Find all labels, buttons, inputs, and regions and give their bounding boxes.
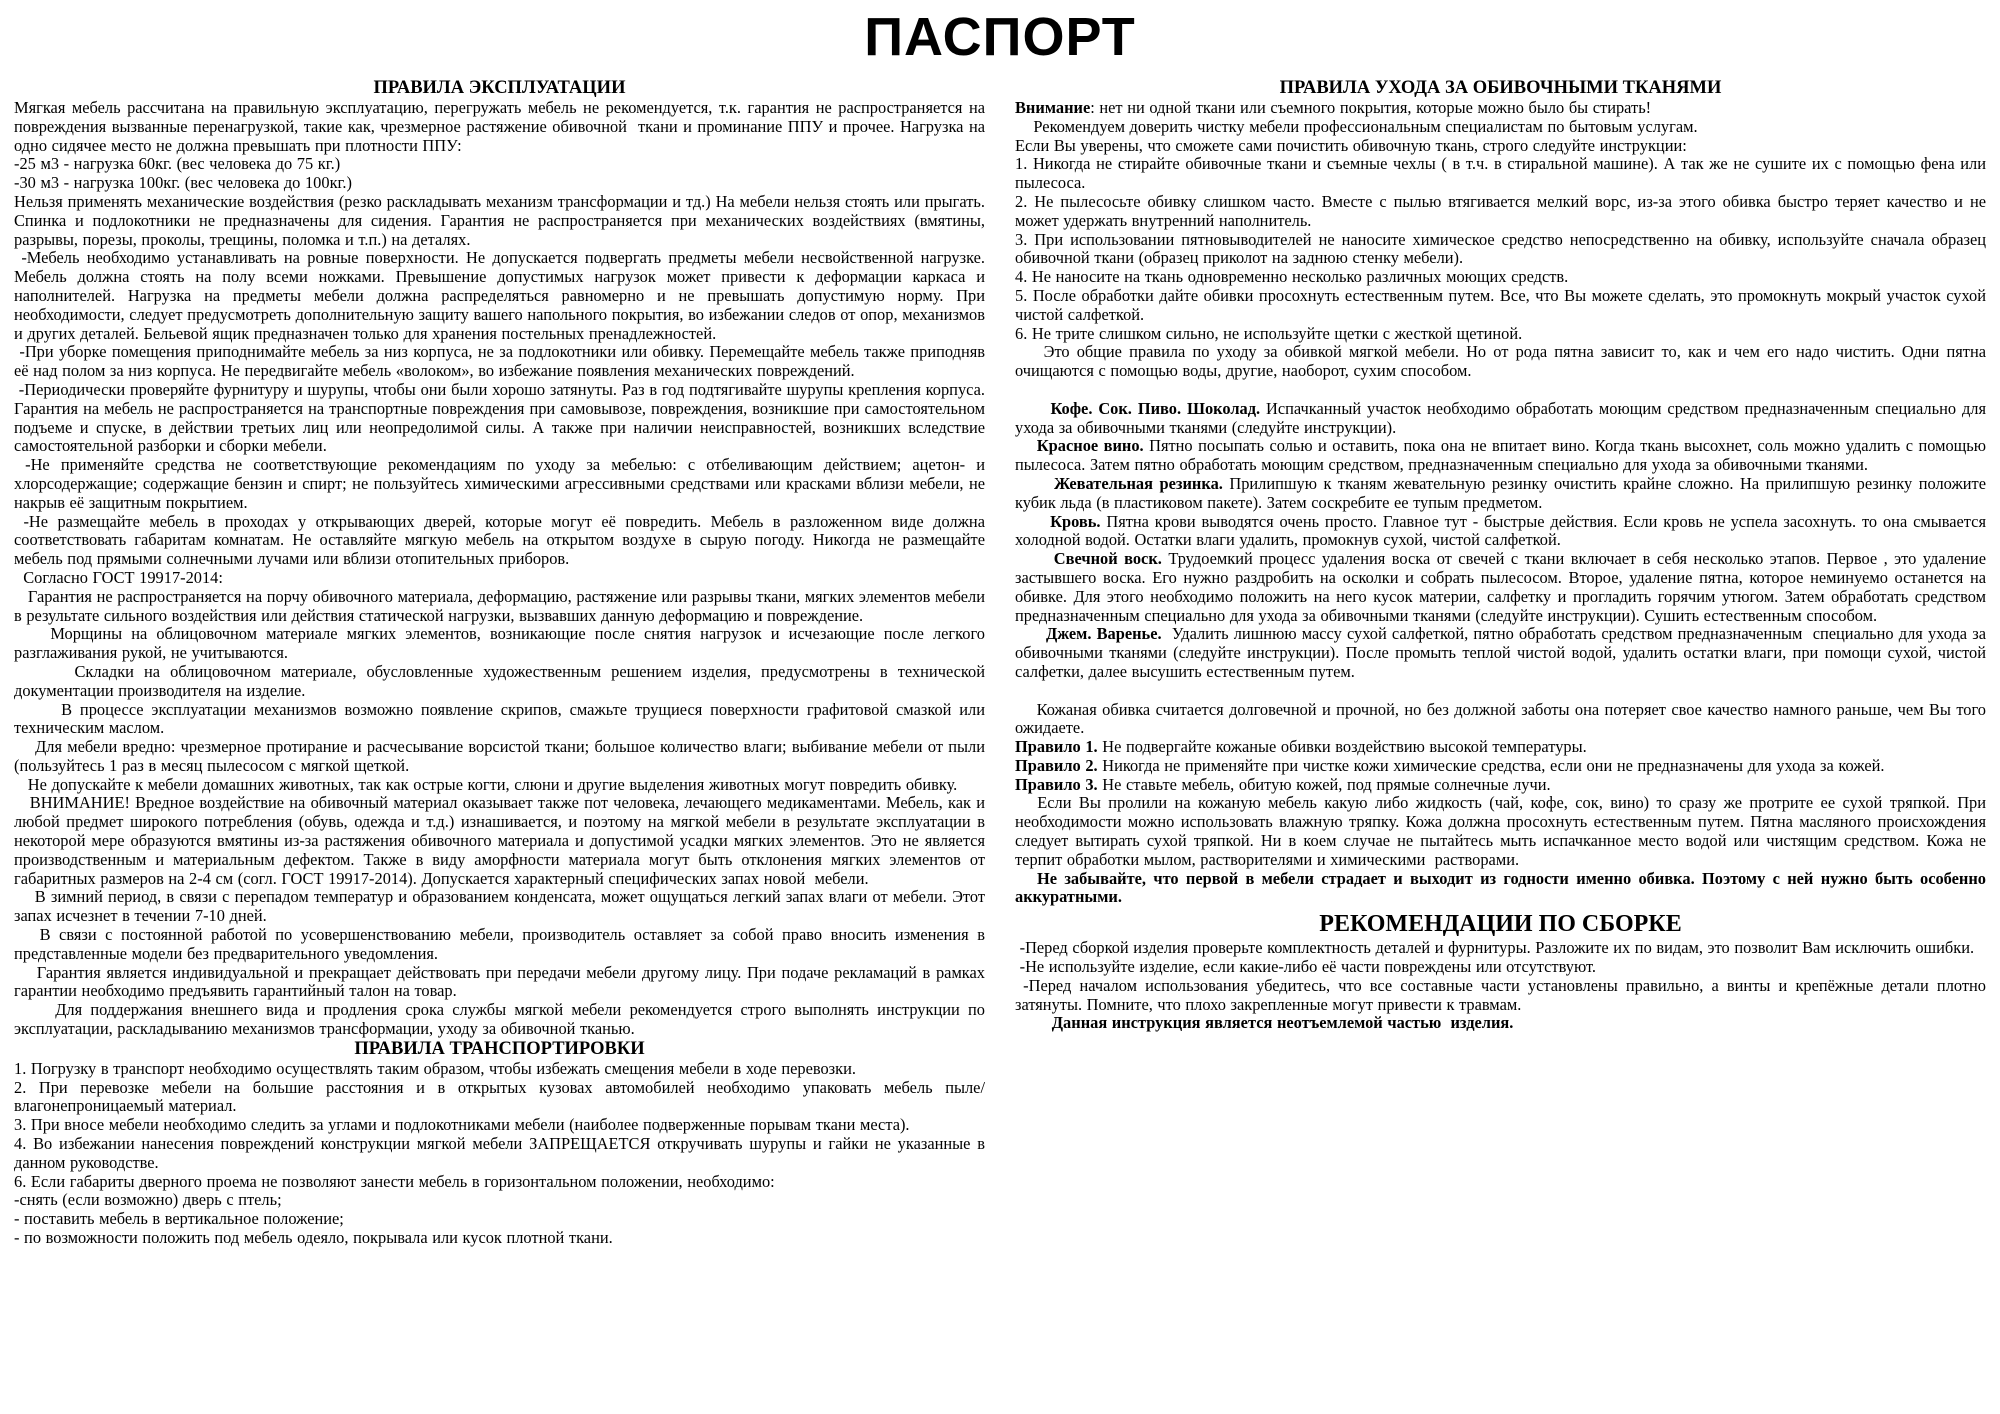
paragraph: Джем. Варенье. Удалить лишнюю массу сухой салфеткой, пятно обработать средством предназначенным специально для ухода за обивочными тканями (следуйте инструкции). После промыть теплой чистой водой, удалить остатки влаги, при помощи сухой, чистой салфетки, далее высушить естественным путем. xyxy=(1015,624,1991,681)
paragraph: В процессе эксплуатации механизмов возможно появление скрипов, смажьте трущиеся поверхности графитовой смазкой или техническим маслом. xyxy=(14,699,990,738)
paragraph: Если Вы уверены, что сможете сами почистить обивочную ткань, строго следуйте инструкции: xyxy=(1015,135,1687,155)
paragraph: 2. При перевозке мебели на большие расстояния и в открытых кузовах автомобилей необходимо упаковать мебель пыле/влагонепроницаемый материал. xyxy=(14,1077,985,1116)
right-column xyxy=(1015,78,1991,1033)
paragraph: Не допускайте к мебели домашних животных, так как острые когти, слюни и другие выделения животных могут повредить обивку. xyxy=(14,774,958,794)
paragraph: Жевательная резинка. Прилипшую к тканям жевательную резинку очистить крайне сложно. На прилипшую резинку положите кубик льда (в пластиковом пакете). Затем соскребите ее тупым предметом. xyxy=(1015,473,1991,512)
paragraph: ВНИМАНИЕ! Вредное воздействие на обивочный материал оказывает также пот человека, лечающего медикаментами. Мебель, как и любой предмет широкого потребления (обувь, одежда и т.д.) изнашивается, и поэтому на мягкой мебели в результате эксплуатации в некоторой мере образуются вмятины из-за растяжения обивочного материала и допустимой усадки мягких элементов. Это не является производственным и материальным дефектом. Также в виду аморфности материала могут быть отклонения мягких элементов от габаритных размеров на 2-4 см (согл. ГОСТ 19917-2014). Допускается характерный специфических запах новой мебели. xyxy=(14,793,990,888)
section-body-operation-rules xyxy=(14,98,990,1039)
section-body-assembly-recommendations xyxy=(1015,938,1991,1033)
paragraph: -При уборке помещения приподнимайте мебель за низ корпуса, не за подлокотники или обивку. Перемещайте мебель также приподняв её над полом за низ корпуса. Не передвигайте мебель «волоком», во избежание появления механических повреждений. xyxy=(14,342,990,381)
paragraph: Данная инструкция является неотъемлемой частью изделия. xyxy=(1015,1013,1514,1033)
section-heading-fabric-care-rules: ПРАВИЛА УХОДА ЗА ОБИВОЧНЫМИ ТКАНЯМИ xyxy=(1279,78,1722,98)
left-column xyxy=(14,78,990,1248)
paragraph: Это общие правила по уходу за обивкой мягкой мебели. Но от рода пятна зависит то, как и чем его надо чистить. Одни пятна очищаются с помощью воды, другие, наоборот, сухим способом. xyxy=(1015,342,1991,381)
paragraph xyxy=(1015,381,1986,400)
paragraph: Для поддержания внешнего вида и продления срока службы мягкой мебели рекомендуется строго выполнять инструкции по эксплуатации, раскладыванию механизмов трансформации, уходу за обивочной тканью. xyxy=(14,1000,990,1039)
paragraph: -Перед сборкой изделия проверьте комплектность деталей и фурнитуры. Разложите их по видам, это позволит Вам исключить ошибки. xyxy=(1015,938,1975,958)
paragraph: -Перед началом использования убедитесь, что все составные части установлены правильно, а винты и крепёжные детали плотно затянуты. Помните, что плохо закрепленные могут привести к травмам. xyxy=(1015,975,1991,1014)
paragraph: Кожаная обивка считается долговечной и прочной, но без должной заботы она потеряет свое качество намного раньше, чем Вы того ожидаете. xyxy=(1015,699,1991,738)
paragraph: - поставить мебель в вертикальное положение; xyxy=(14,1209,344,1229)
paragraph: 3. При вносе мебели необходимо следить за углами и подлокотниками мебели (наиболее подверженные порывам ткани места). xyxy=(14,1115,910,1135)
paragraph: Гарантия является индивидуальной и прекращает действовать при передачи мебели другому лицу. При подаче рекламаций в рамках гарантии необходимо предъявить гарантийный талон на товар. xyxy=(14,962,990,1001)
paragraph: 5. После обработки дайте обивки просохнуть естественным путем. Все, что Вы можете сделать, это промокнуть мокрый участок сухой чистой салфеткой. xyxy=(1015,285,1991,324)
paragraph: Если Вы пролили на кожаную мебель какую либо жидкость (чай, кофе, сок, вино) то сразу же протрите ее сухой тряпкой. При необходимости можно использовать влажную тряпку. Кожа должна просохнуть естественным путем. Пятна масляного происхождения следует вытирать сухой тряпкой. Ни в коем случае не пытайтесь мыть испачканное место водой или чистящим средством. Кожа не терпит обработки мылом, растворителями и химическими растворами. xyxy=(1015,793,1991,869)
paragraph: Красное вино. Пятно посыпать солью и оставить, пока она не впитает вино. Когда ткань высохнет, соль можно удалить с помощью пылесоса. Затем пятно обработать моющим средством, предназначенным специально для ухода за обивочными тканями. xyxy=(1015,436,1991,475)
paragraph: Правило 1. Не подвергайте кожаные обивки воздействию высокой температуры. xyxy=(1015,737,1587,757)
paragraph: -30 м3 - нагрузка 100кг. (вес человека до 100кг.) xyxy=(14,173,352,193)
paragraph: 1. Никогда не стирайте обивочные ткани и съемные чехлы ( в т.ч. в стиральной машине). А так же не сушите их с помощью фена или пылесоса. xyxy=(1015,154,1991,193)
paragraph: 6. Если габариты дверного проема не позволяют занести мебель в горизонтальном положении, необходимо: xyxy=(14,1171,775,1191)
paragraph: -Периодически проверяйте фурнитуру и шурупы, чтобы они были хорошо затянуты. Раз в год подтягивайте шурупы крепления корпуса. Гарантия на мебель не распространяется на транспортные повреждения при самовывозе, повреждения, возникшие при самостоятельном подъеме и спуске, в действии третьих лиц или неопредолимой силы. А также при наличии неисправностей, возникших вследствие самостоятельной разборки и сборки мебели. xyxy=(14,379,990,456)
paragraph: Внимание: нет ни одной ткани или съемного покрытия, которые можно было бы стирать! xyxy=(1015,98,1652,117)
paragraph: 1. Погрузку в транспорт необходимо осуществлять таким образом, чтобы избежать смещения мебели в ходе перевозки. xyxy=(14,1058,856,1078)
paragraph: -Мебель необходимо устанавливать на ровные поверхности. Не допускается подвергать предметы мебели несвойственной нагрузке. Мебель должна стоять на полу всеми ножками. Превышение допустимых нагрузок может привести к деформации каркаса и наполнителей. Нагрузка на предметы мебели должна распределяться равномерно и не превышать допустимую норму. При необходимости, следует предусмотреть дополнительную защиту вашего напольного покрытия, во избежании следов от опор, механизмов и других деталей. Бельевой ящик предназначен только для хранения постельных пренадлежностей. xyxy=(14,248,990,343)
paragraph: В связи с постоянной работой по усовершенствованию мебели, производитель оставляет за собой право вносить изменения в представленные модели без предварительного уведомления. xyxy=(14,925,990,963)
paragraph: Рекомендуем доверить чистку мебели профессиональным специалистам по бытовым услугам. xyxy=(1015,116,1698,136)
paragraph: - по возможности положить под мебель одеяло, покрывала или кусок плотной ткани. xyxy=(14,1228,613,1248)
paragraph: 3. При использовании пятновыводителей не наносите химическое средство непосредственно на обивку, используйте сначала образец обивочной ткани (образец приколот на заднюю стенку мебели). xyxy=(1015,229,1991,268)
document-title: ПАСПОРТ xyxy=(864,7,1136,67)
paragraph: Для мебели вредно: чрезмерное протирание и расчесывание ворсистой ткани; большое количество влаги; выбивание мебели от пыли (пользуйтесь 1 раз в месяц пылесосом с мягкой щеткой. xyxy=(14,737,990,775)
paragraph: Свечной воск. Трудоемкий процесс удаления воска от свечей с ткани включает в себя несколько этапов. Первое , это удаление застывшего воска. Его нужно раздробить на осколки и собрать пылесосом. Второе, удаление пятна, которое неминуемо останется на обивке. Для этого необходимо положить на него кусок материи, салфетку и прогладить горячим утюгом. Затем обработать средством предназначенным специально для ухода за обивочными тканями (следуйте инструкции). Сушить естественным способом. xyxy=(1015,549,1991,625)
paragraph: Правило 3. Не ставьте мебель, обитую кожей, под прямые солнечные лучи. xyxy=(1015,774,1551,794)
paragraph: -Не используйте изделие, если какие-либо её части повреждены или отсутствуют. xyxy=(1015,957,1597,977)
paragraph: Правило 2. Никогда не применяйте при чистке кожи химические средства, если они не предназначены для ухода за кожей. xyxy=(1015,755,1885,775)
paragraph: Кофе. Сок. Пиво. Шоколад. Испачканный участок необходимо обработать моющим средством предназначенным специально для ухода за обивочными тканями (следуйте инструкции). xyxy=(1015,398,1991,437)
paragraph: Не забывайте, что первой в мебели страдает и выходит из годности именно обивка. Поэтому с ней нужно быть особенно аккуратными. xyxy=(1015,868,1991,907)
paragraph: Мягкая мебель рассчитана на правильную эксплуатацию, перегружать мебель не рекомендуется, т.к. гарантия не распространяется на повреждения вызванные перенагрузкой, такие как, чрезмерное растяжение обивочной ткани и проминание ППУ и прочее. Нагрузка на одно сидячее место не должна превышать при плотности ППУ: xyxy=(14,98,990,155)
paragraph: Морщины на облицовочном материале мягких элементов, возникающие после снятия нагрузок и исчезающие после легкого разглаживания рукой, не учитываются. xyxy=(14,624,990,663)
paragraph: -Не применяйте средства не соответствующие рекомендациям по уходу за мебелью: с отбеливающим действием; ацетон- и хлорсодержащие; содержащие бензин и спирт; не пользуйтесь химическими агрессивными средствами или красками вблизи мебели, не накрыв её защитным покрытием. xyxy=(14,455,990,512)
paragraph: Кровь. Пятна крови выводятся очень просто. Главное тут - быстрые действия. Если кровь не успела засохнуть. то она смывается холодной водой. Остатки влаги удалить, промокнув сухой, чистой салфеткой. xyxy=(1015,511,1991,550)
section-heading-operation-rules: ПРАВИЛА ЭКСПЛУАТАЦИИ xyxy=(373,78,626,98)
paragraph: 2. Не пылесосьте обивку слишком часто. Вместе с пылью втягивается мелкий ворс, из-за этого обивка быстро теряет качество и не может удержать внутренний наполнитель. xyxy=(1015,191,1991,230)
columns xyxy=(0,78,2000,1248)
paragraph: 4. Не наносите на ткань одновременно несколько различных моющих средств. xyxy=(1015,267,1569,287)
paragraph: -снять (если возможно) дверь с птель; xyxy=(14,1190,282,1210)
section-body-fabric-care-rules xyxy=(1015,98,1991,907)
paragraph: Гарантия не распространяется на порчу обивочного материала, деформацию, растяжение или разрывы ткани, мягких элементов мебели в результате сильного воздействия или действия статической нагрузки, вызвавших данную деформацию и повреждение. xyxy=(14,586,990,625)
paragraph: Нельзя применять механические воздействия (резко раскладывать механизм трансформации и тд.) На мебели нельзя стоять или прыгать. Спинка и подлокотники не предназначены для сидения. Гарантия не распространяется при механических воздействиях (вмятины, разрывы, порезы, проколы, трещины, поломка и т.п.) на деталях. xyxy=(14,191,990,249)
section-body-transport-rules xyxy=(14,1058,990,1248)
paragraph: -25 м3 - нагрузка 60кг. (вес человека до 75 кг.) xyxy=(14,154,341,174)
section-heading-transport-rules: ПРАВИЛА ТРАНСПОРТИРОВКИ xyxy=(354,1038,645,1059)
section-heading-assembly-recommendations: РЕКОМЕНДАЦИИ ПО СБОРКЕ xyxy=(1319,911,1682,938)
paragraph: Складки на облицовочном материале, обусловленные художественным решением изделия, предусмотрены в технической документации производителя на изделие. xyxy=(14,661,990,700)
paragraph: В зимний период, в связи с перепадом температур и образованием конденсата, может ощущаться легкий запах влаги от мебели. Этот запах исчезнет в течении 7-10 дней. xyxy=(14,887,990,926)
paragraph xyxy=(1015,682,1986,701)
paragraph: Согласно ГОСТ 19917-2014: xyxy=(14,567,223,587)
paragraph: -Не размещайте мебель в проходах у открывающих дверей, которые могут её повредить. Мебель в разложенном виде должна соответствовать габаритам комнатам. Не оставляйте мягкую мебель на открытом воздухе в сырую погоду. Никогда не размещайте мебель под прямыми солнечными лучами или вблизи отопительных приборов. xyxy=(14,511,990,569)
paragraph: 4. Во избежании нанесения повреждений конструкции мягкой мебели ЗАПРЕЩАЕТСЯ откручивать шурупы и гайки не указанные в данном руководстве. xyxy=(14,1134,990,1172)
paragraph: 6. Не трите слишком сильно, не используйте щетки с жесткой щетиной. xyxy=(1015,323,1523,343)
